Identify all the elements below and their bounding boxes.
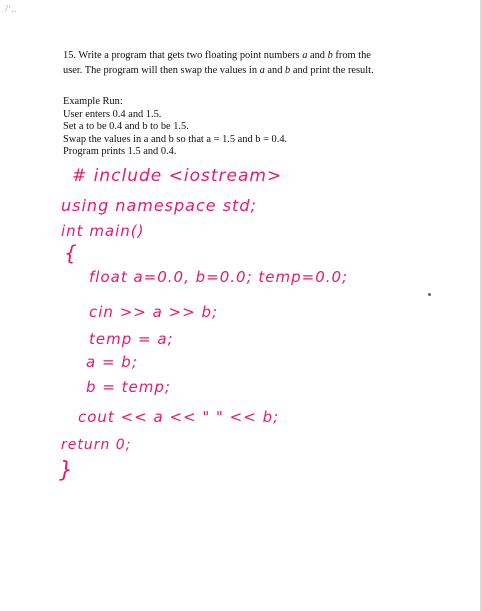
- example-line: User enters 0.4 and 1.5.: [63, 108, 162, 120]
- problem-line-2-end: and print the result.: [290, 65, 374, 76]
- code-line-temp: temp = a;: [89, 330, 174, 348]
- problem-line-1-end: from the: [332, 50, 371, 61]
- variable-b: b: [285, 65, 291, 76]
- problem-line-1-start: 15. Write a program that gets two floating point numbers: [63, 50, 303, 61]
- example-heading: Example Run:: [63, 96, 123, 107]
- corner-scribble: ﾉ'..: [4, 5, 17, 15]
- code-line-a-assign: a = b;: [86, 353, 138, 371]
- example-line: Program prints 1.5 and 0.4.: [63, 146, 177, 157]
- problem-statement: [63, 48, 428, 78]
- code-line-close-brace: }: [59, 458, 74, 483]
- variable-a: a: [259, 65, 265, 76]
- code-line-main: int main(): [61, 222, 145, 240]
- code-line-b-assign: b = temp;: [86, 378, 171, 396]
- code-line-namespace: using namespace std;: [61, 196, 257, 215]
- problem-line-1: [63, 48, 428, 63]
- problem-line-1-and: and: [307, 50, 328, 61]
- code-line-return: return 0;: [61, 437, 132, 453]
- example-line: Swap the values in a and b so that a = 1.5 and b = 0.4.: [63, 133, 288, 145]
- code-line-cin: cin >> a >> b;: [89, 303, 219, 321]
- code-line-cout: cout << a << " " << b;: [78, 408, 280, 426]
- example-line: Set a to be 0.4 and b to be 1.5.: [63, 121, 189, 132]
- stray-dot: [428, 293, 431, 296]
- code-line-open-brace: {: [64, 241, 78, 265]
- variable-b: b: [327, 50, 333, 61]
- code-line-include: # include <iostream>: [72, 166, 283, 186]
- code-line-float: float a=0.0, b=0.0; temp=0.0;: [89, 268, 349, 286]
- example-run: [63, 96, 423, 159]
- problem-line-2-and: and: [264, 65, 286, 76]
- problem-line-2-start: user. The program will then swap the values in: [63, 65, 260, 76]
- problem-line-2: [63, 63, 428, 78]
- variable-a: a: [302, 50, 308, 61]
